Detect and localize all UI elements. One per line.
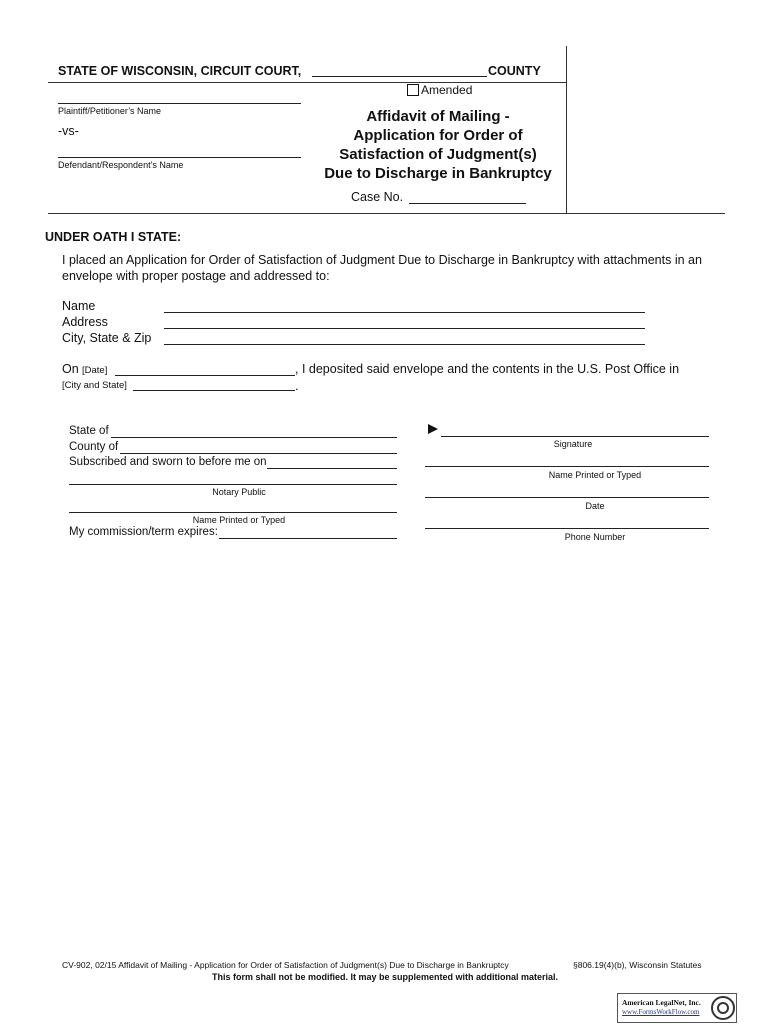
notary-public-label: Notary Public xyxy=(212,487,266,497)
sign-here-arrow-icon xyxy=(428,424,438,434)
phone-label: Phone Number xyxy=(564,532,626,542)
vs-label: -vs- xyxy=(58,124,79,138)
case-no-label: Case No. xyxy=(351,190,404,204)
header-top-rule xyxy=(48,82,566,83)
sign-date-field[interactable] xyxy=(425,497,709,498)
county-of-label: County of xyxy=(69,441,119,453)
signer-name-field[interactable] xyxy=(425,466,709,467)
deposit-text: , I deposited said envelope and the contents in the U.S. Post Office in xyxy=(295,362,680,376)
oath-heading: UNDER OATH I STATE: xyxy=(45,230,182,244)
county-label: COUNTY xyxy=(488,64,541,78)
commission-field[interactable] xyxy=(219,538,397,539)
notary-signature-field[interactable] xyxy=(69,484,397,485)
sworn-date-field[interactable] xyxy=(267,468,397,469)
publisher-logo xyxy=(617,993,737,1023)
title-line-4: Due to Discharge in Bankruptcy xyxy=(324,165,552,182)
city-field[interactable] xyxy=(164,344,645,345)
city-state-field[interactable] xyxy=(133,390,295,391)
name-field[interactable] xyxy=(164,312,645,313)
period: . xyxy=(295,379,299,393)
title-line-2: Application for Order of xyxy=(353,127,523,144)
publisher-url[interactable]: www.FormsWorkFlow.com xyxy=(622,1008,700,1016)
court-line: STATE OF WISCONSIN, CIRCUIT COURT, xyxy=(58,64,302,78)
title-line-1: Affidavit of Mailing - xyxy=(366,108,510,125)
form-title xyxy=(316,107,560,183)
name-label: Name xyxy=(62,299,96,313)
county-field[interactable] xyxy=(312,76,487,77)
notary-state-field[interactable] xyxy=(111,437,397,438)
on-label: On xyxy=(62,362,79,376)
sworn-label: Subscribed and sworn to before me on xyxy=(69,456,267,468)
case-no-field[interactable] xyxy=(409,203,526,204)
notary-name-label: Name Printed or Typed xyxy=(192,515,286,525)
notary-name-field[interactable] xyxy=(69,512,397,513)
signer-name-label: Name Printed or Typed xyxy=(548,470,642,480)
plaintiff-label: Plaintiff/Petitioner’s Name xyxy=(58,106,162,116)
signature-field[interactable] xyxy=(441,436,709,437)
state-label: State of xyxy=(69,425,109,437)
statute: §806.19(4)(b), Wisconsin Statutes xyxy=(573,960,702,970)
statement-line-1: I placed an Application for Order of Satisfaction of Judgment Due to Discharge in Bankruptcy with attachments in an xyxy=(62,253,702,267)
publisher-seal-icon xyxy=(711,996,735,1020)
form-id: CV-902, 02/15 Affidavit of Mailing - Application for Order of Satisfaction of Judgment(s) Due to Discharge in Bankruptcy xyxy=(62,960,509,970)
date-hint: [Date] xyxy=(82,365,108,376)
plaintiff-field[interactable] xyxy=(58,103,301,104)
phone-field[interactable] xyxy=(425,528,709,529)
amended-checkbox[interactable] xyxy=(407,84,419,96)
city-state-hint: [City and State] xyxy=(62,380,127,391)
notary-county-field[interactable] xyxy=(120,453,397,454)
defendant-label: Defendant/Respondent’s Name xyxy=(58,160,184,170)
publisher-name: American LegalNet, Inc. xyxy=(622,998,701,1007)
signature-label: Signature xyxy=(553,439,593,449)
address-field[interactable] xyxy=(164,328,645,329)
header-right-rule xyxy=(566,46,567,213)
amended-label: Amended xyxy=(421,83,473,97)
modification-notice: This form shall not be modified. It may be supplemented with additional material. xyxy=(211,972,559,982)
statement-line-2: envelope with proper postage and addressed to: xyxy=(62,269,330,283)
title-line-3: Satisfaction of Judgment(s) xyxy=(339,146,537,163)
commission-label: My commission/term expires: xyxy=(69,526,218,538)
header-bottom-rule xyxy=(48,213,725,214)
deposit-date-field[interactable] xyxy=(115,375,295,376)
city-label: City, State & Zip xyxy=(62,331,152,345)
sign-date-label: Date xyxy=(585,501,605,511)
address-label: Address xyxy=(62,315,108,329)
defendant-field[interactable] xyxy=(58,157,301,158)
